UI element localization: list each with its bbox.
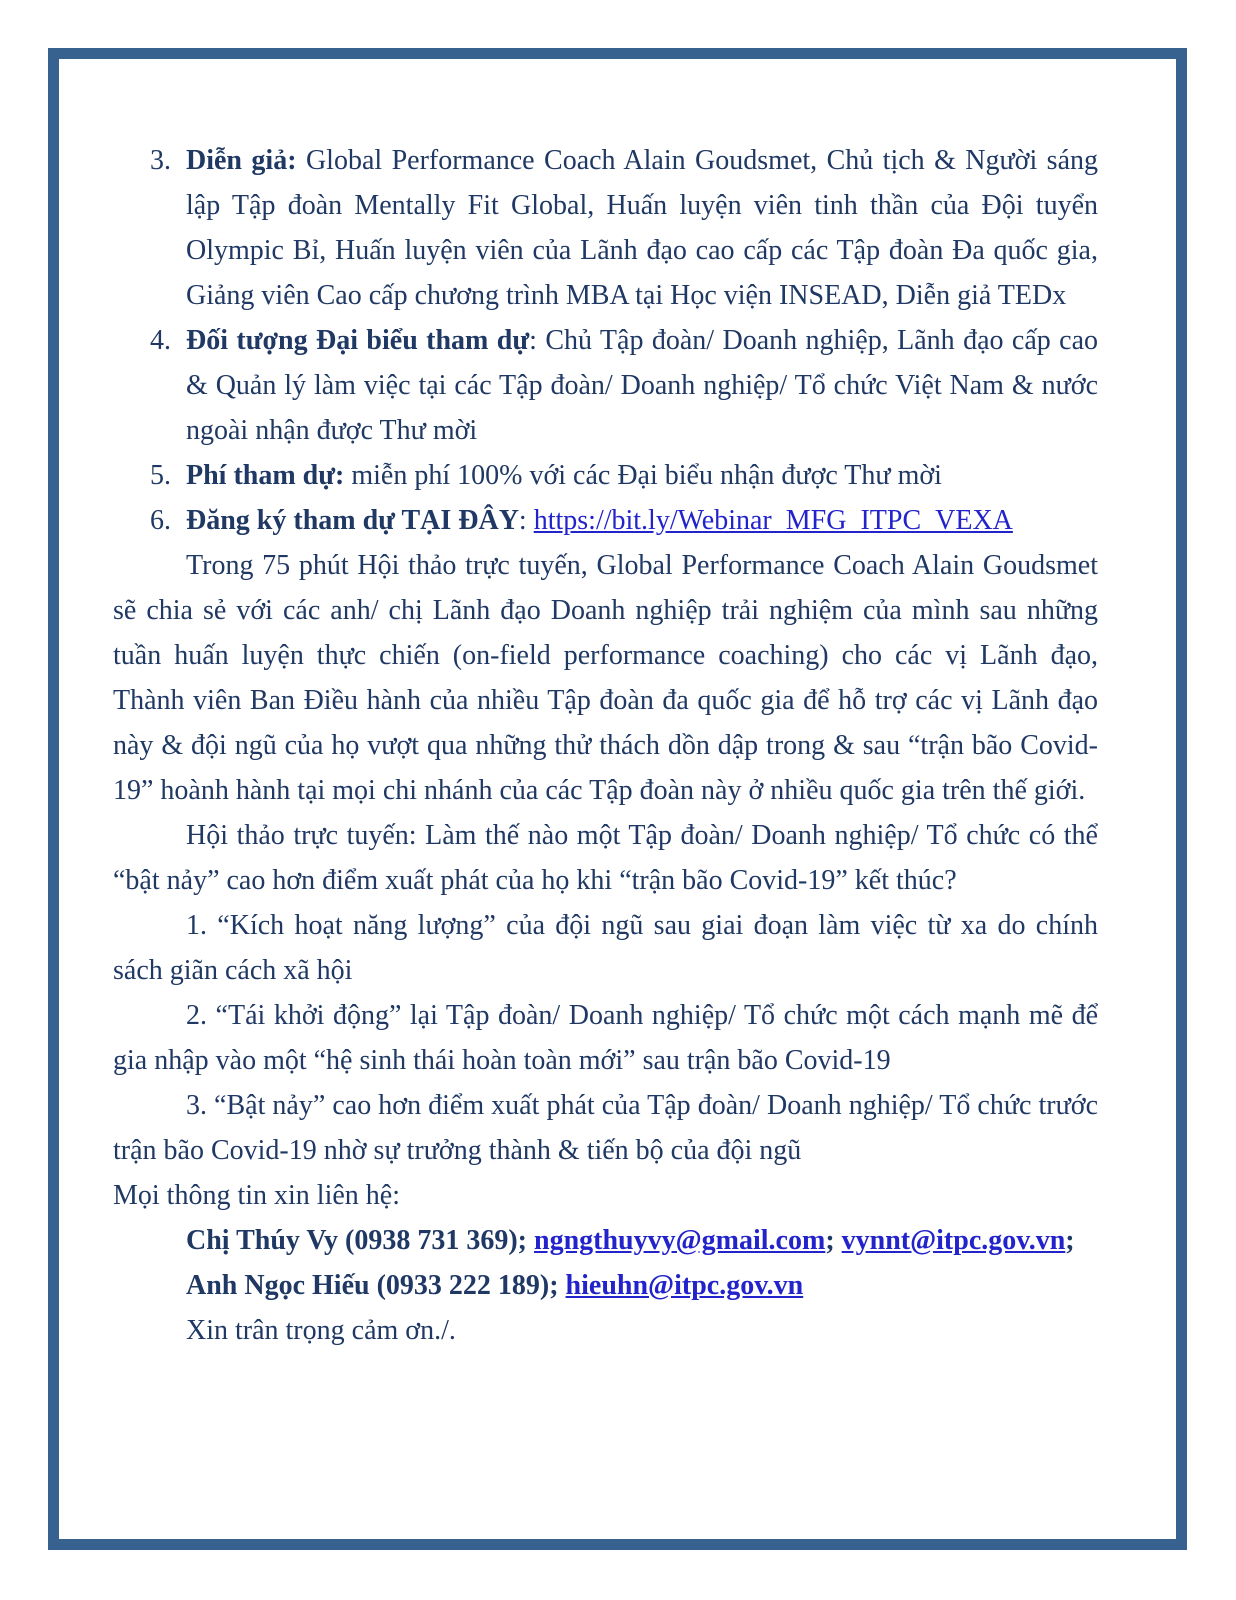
paragraph-point-3: 3. “Bật nảy” cao hơn điểm xuất phát của Tập đoàn/ Doanh nghiệp/ Tổ chức trước trận bão Covid-19 nhờ sự trưởng thành & tiến bộ của đội ngũ: [113, 1090, 1098, 1166]
contact-line-1: [186, 1218, 1098, 1263]
list-item-fee: [113, 453, 1098, 498]
registration-link[interactable]: https://bit.ly/Webinar_MFG_ITPC_VEXA: [533, 505, 1013, 536]
list-item-speaker: [113, 138, 1098, 318]
list-number: 6.: [150, 505, 171, 536]
paragraph-intro: Trong 75 phút Hội thảo trực tuyến, Global Performance Coach Alain Goudsmet sẽ chia sẻ với các anh/ chị Lãnh đạo Doanh nghiệp trải nghiệm của mình sau những tuần huấn luyện thực chiến (on-field performance coaching) cho các vị Lãnh đạo, Thành viên Ban Điều hành của nhiều Tập đoàn đa quốc gia để hỗ trợ các vị Lãnh đạo này & đội ngũ của họ vượt qua những thử thách dồn dập trong & sau “trận bão Covid-19” hoành hành tại mọi chi nhánh của các Tập đoàn này ở nhiều quốc gia trên thế giới.: [113, 550, 1098, 806]
contact-name-phone-2: Anh Ngọc Hiếu (0933 222 189);: [186, 1270, 566, 1301]
list-item-audience: [113, 318, 1098, 453]
contact-heading: Mọi thông tin xin liên hệ:: [113, 1180, 400, 1211]
list-label-speaker: Diễn giả:: [186, 145, 297, 176]
list-label-registration: Đăng ký tham dự TẠI ĐÂY: [186, 505, 519, 536]
list-separator: :: [518, 505, 534, 536]
paragraph-webinar-question: Hội thảo trực tuyến: Làm thế nào một Tập đoàn/ Doanh nghiệp/ Tổ chức có thể “bật nảy” cao hơn điểm xuất phát của họ khi “trận bão Covid-19” kết thúc?: [113, 820, 1098, 896]
list-separator: :: [529, 325, 546, 356]
paragraph-point-1: 1. “Kích hoạt năng lượng” của đội ngũ sau giai đoạn làm việc từ xa do chính sách giãn cách xã hội: [113, 910, 1098, 986]
list-item-registration: [113, 498, 1098, 543]
list-text-fee: miễn phí 100% với các Đại biểu nhận được Thư mời: [351, 460, 942, 491]
paragraph-point-2: 2. “Tái khởi động” lại Tập đoàn/ Doanh nghiệp/ Tổ chức một cách mạnh mẽ để gia nhập vào một “hệ sinh thái hoàn toàn mới” sau trận bão Covid-19: [113, 1000, 1098, 1076]
list-number: 3.: [150, 145, 171, 176]
document-content: [113, 138, 1098, 1353]
list-separator: [297, 145, 306, 176]
contact-line-2: [186, 1263, 1098, 1308]
email-link-gmail[interactable]: ngngthuyvy@gmail.com: [534, 1225, 826, 1256]
list-label-fee: Phí tham dự:: [186, 460, 345, 491]
contact-separator: ;: [825, 1225, 842, 1256]
list-label-audience: Đối tượng Đại biểu tham dự: [186, 325, 530, 356]
list-number: 4.: [150, 325, 171, 356]
contact-suffix: ;: [1065, 1225, 1075, 1256]
email-link-vynnt[interactable]: vynnt@itpc.gov.vn: [841, 1225, 1066, 1256]
list-text-audience: Chủ Tập đoàn/ Doanh nghiệp, Lãnh đạo cấp cao & Quản lý làm việc tại các Tập đoàn/ Doanh nghiệp/ Tổ chức Việt Nam & nước ngoài nhận được Thư mời: [186, 325, 1099, 446]
email-link-hieuhn[interactable]: hieuhn@itpc.gov.vn: [565, 1270, 804, 1301]
list-text-speaker: Global Performance Coach Alain Goudsmet, Chủ tịch & Người sáng lập Tập đoàn Mentally Fit Global, Huấn luyện viên tinh thần của Đội tuyển Olympic Bỉ, Huấn luyện viên của Lãnh đạo cao cấp các Tập đoàn Đa quốc gia, Giảng viên Cao cấp chương trình MBA tại Học viện INSEAD, Diễn giả TEDx: [186, 145, 1098, 311]
list-number: 5.: [150, 460, 171, 491]
contact-name-phone-1: Chị Thúy Vy (0938 731 369);: [186, 1225, 535, 1256]
closing-text: Xin trân trọng cảm ơn./.: [186, 1315, 456, 1346]
